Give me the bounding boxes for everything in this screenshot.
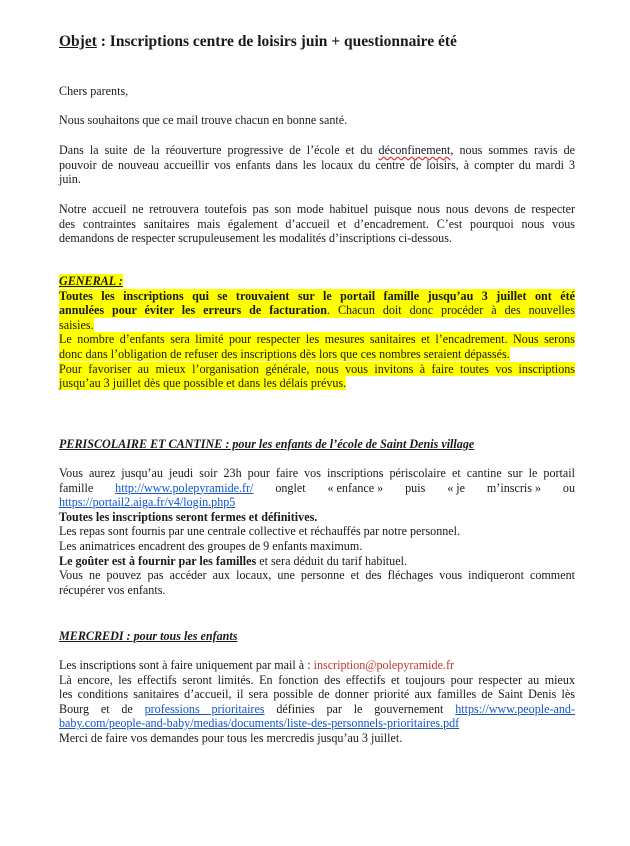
general-line-4: Le nombre d’enfants sera limité pour respecter les mesures sanitaires et l’encadrement. Nous serons — [59, 332, 575, 347]
mercredi-heading: MERCREDI : pour tous les enfants — [59, 629, 238, 643]
mercredi-line-4: Bourg et de professions prioritaires définies par le gouvernement https://www.people-and- — [59, 701, 576, 716]
paragraph-2-line-2: pouvoir de nouveau accueillir vos enfants dans les locaux du centre de loisirs, à compter du mardi 3 — [59, 157, 575, 172]
periscolaire-line-4: Toutes les inscriptions seront fermes et définitives. — [59, 509, 318, 524]
general-heading: GENERAL : — [59, 274, 123, 288]
periscolaire-line-9: récupérer vos enfants. — [59, 582, 166, 597]
periscolaire-line-2: famille http://www.polepyramide.fr/ onglet « enfance » puis « je m’inscris » ou — [59, 480, 575, 495]
general-line-6: Pour favoriser au mieux l’organisation générale, nous vous invitons à faire toutes vos inscriptions — [59, 361, 575, 376]
greeting: Chers parents, — [59, 84, 129, 98]
title-prefix: Objet — [59, 33, 97, 50]
general-line-5: donc dans l’obligation de refuser des inscriptions dès lors que ces nombres seraient dépassés. — [59, 347, 510, 361]
general-line-3: saisies. — [59, 317, 94, 332]
portail-aiga-link[interactable]: https://portail2.aiga.fr/v4/login.php5 — [59, 495, 236, 510]
title-text: : Inscriptions centre de loisirs juin + questionnaire été — [96, 33, 457, 50]
people-and-baby-link[interactable]: https://www.people-and- — [455, 701, 576, 716]
paragraph-2-line-1: Dans la suite de la réouverture progressive de l’école et du déconfinement, nous sommes ravis de — [59, 143, 575, 157]
paragraph-3-line-1: Notre accueil ne retrouvera toutefois pas son mode habituel puisque nous nous devons de respecter — [59, 202, 575, 216]
periscolaire-line-6: Les animatrices encadrent des groupes de 9 enfants maximum. — [59, 539, 363, 553]
periscolaire-line-5: Les repas sont fournis par une centrale collective et réchauffés par notre personnel. — [59, 524, 461, 539]
polepyramide-link[interactable]: http://www.polepyramide.fr/ — [115, 480, 254, 495]
general-line-2: annulées pour éviter les erreurs de facturation. Chacun doit donc procéder à des nouvelles — [59, 303, 575, 318]
mercredi-line-3: les conditions sanitaires d’accueil, il sera possible de donner priorité aux familles de Saint Denis lès — [59, 687, 575, 702]
people-and-baby-link-cont[interactable]: baby.com/people-and-baby/medias/documents/liste-des-personnels-prioritaires.pdf — [59, 716, 460, 731]
professions-prioritaires-link[interactable]: professions prioritaires — [144, 701, 265, 716]
letter-title — [59, 35, 575, 50]
periscolaire-line-7: Le goûter est à fournir par les familles et sera déduit du tarif habituel. — [59, 553, 407, 568]
general-line-7: jusqu’au 3 juillet dès que possible et dans les délais prévus. — [59, 376, 347, 391]
paragraph-3-line-2: des contraintes sanitaires mais également d’accueil et d’encadrement. C’est pourquoi nous vous — [59, 216, 575, 231]
mercredi-line-1: Les inscriptions sont à faire uniquement par mail à : inscription@polepyramide.fr — [59, 658, 455, 672]
mercredi-line-2: Là encore, les effectifs seront limités. En fonction des effectifs et toujours pour respecter au mieux — [59, 672, 575, 687]
paragraph-2-line-3: juin. — [59, 172, 81, 187]
general-line-1: Toutes les inscriptions qui se trouvaient sur le portail famille jusqu’au 3 juillet ont été — [59, 288, 575, 303]
email-link[interactable]: inscription@polepyramide.fr — [313, 658, 455, 672]
paragraph-3-line-3: demandons de respecter scrupuleusement les modalités d’inscriptions ci-dessous. — [59, 231, 452, 246]
periscolaire-line-1: Vous aurez jusqu’au jeudi soir 23h pour faire vos inscriptions périscolaire et cantine sur le portail — [59, 466, 575, 480]
mercredi-line-6: Merci de faire vos demandes pour tous les mercredis jusqu’au 3 juillet. — [59, 731, 403, 745]
periscolaire-line-8: Vous ne pouvez pas accéder aux locaux, une personne et des fléchages vous indiqueront comment — [59, 568, 575, 583]
paragraph-1: Nous souhaitons que ce mail trouve chacun en bonne santé. — [59, 113, 348, 127]
periscolaire-heading: PERISCOLAIRE ET CANTINE : pour les enfants de l’école de Saint Denis village — [59, 437, 475, 451]
